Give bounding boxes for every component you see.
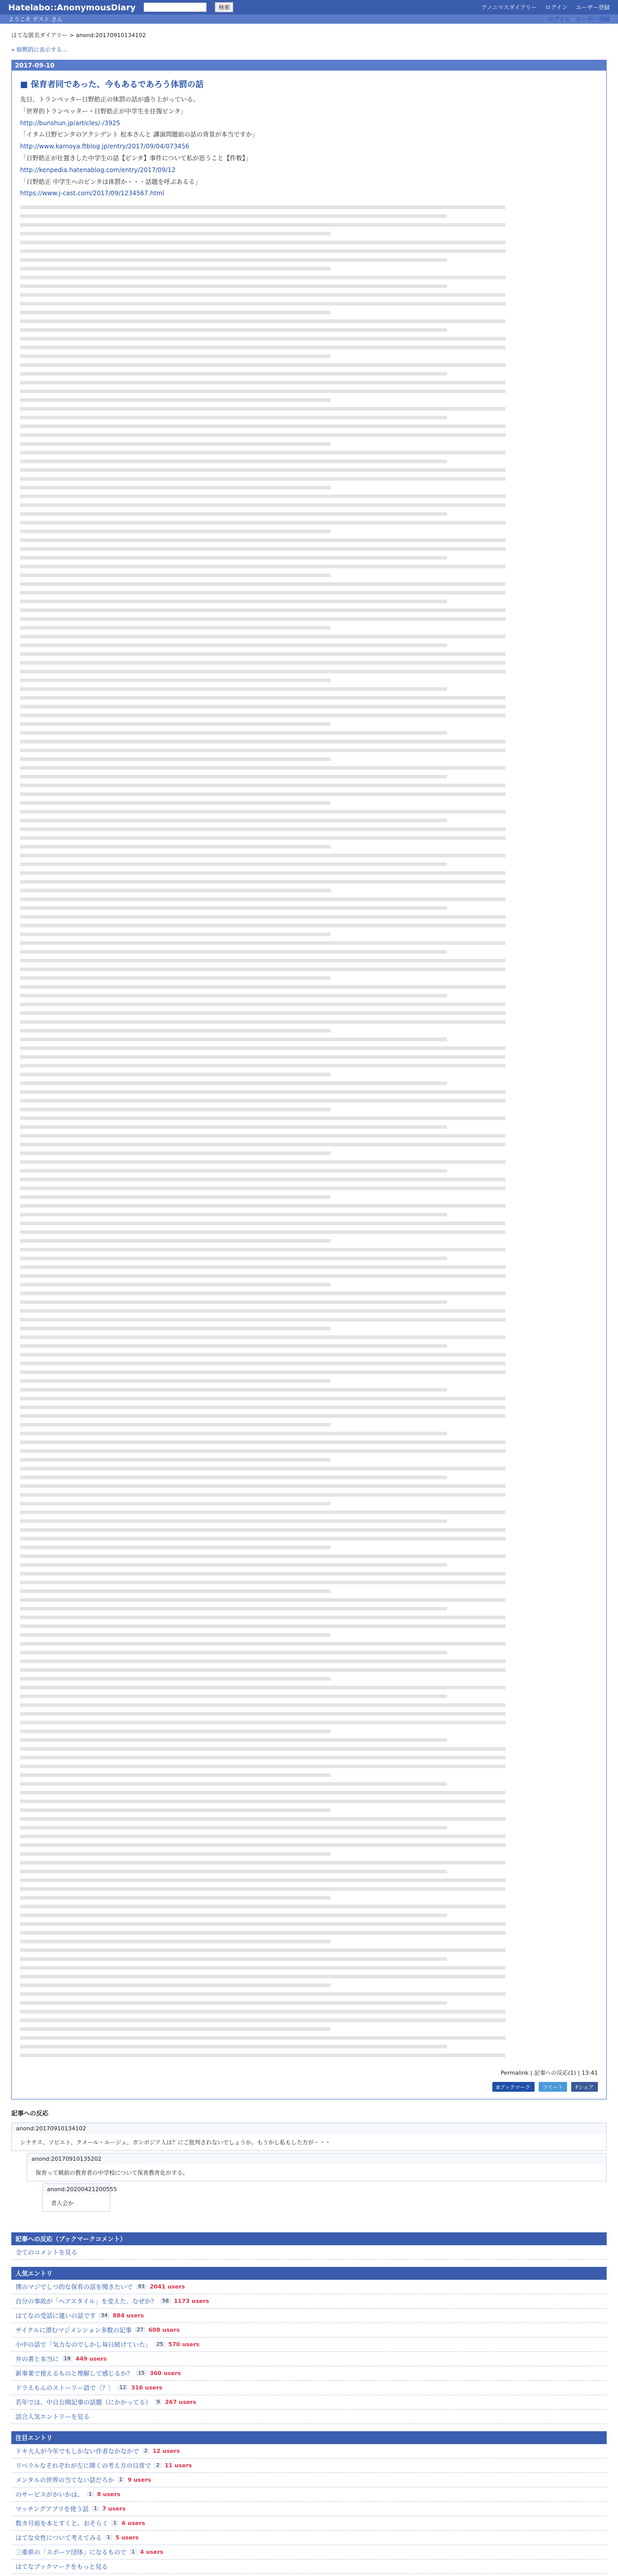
comment [42, 2183, 117, 2212]
section-row[interactable] [11, 2502, 607, 2516]
bookmark-count: 1 [87, 2492, 94, 2497]
bookmark-count: 34 [99, 2313, 110, 2318]
sub-bar [0, 14, 618, 24]
section-row[interactable] [11, 2245, 607, 2260]
bookmark-count: 25 [154, 2342, 165, 2347]
user-count[interactable]: 1173 users [174, 2298, 209, 2305]
facebook-share-button[interactable]: Fシェア [571, 2082, 598, 2092]
comment-id[interactable]: anond:20200421200555 [43, 2184, 110, 2195]
section-row[interactable] [11, 2395, 607, 2410]
user-count[interactable]: 316 users [131, 2384, 163, 2392]
section-row[interactable] [11, 2352, 607, 2366]
bookmark-count: 1 [92, 2506, 99, 2512]
user-count[interactable]: 267 users [165, 2399, 196, 2406]
share-row [12, 2079, 606, 2099]
bookmark-count: 27 [135, 2327, 146, 2333]
bookmark-count: 15 [136, 2370, 147, 2376]
bookmark-count: 19 [62, 2356, 73, 2362]
comments-title: 記事への反応 [11, 2110, 49, 2117]
article-nav[interactable]: « 暗黙的に表示する... [11, 46, 67, 53]
subbar-login[interactable]: ログイン [548, 16, 571, 23]
row-link[interactable]: のサービスがかいかは、 [15, 2491, 84, 2499]
intro-link-2[interactable]: http://www.kamoya.ftblog.jp/entry/2017/09/04/073456 [20, 143, 190, 150]
user-count[interactable]: 9 users [127, 2477, 151, 2484]
section-row[interactable] [11, 2473, 607, 2487]
nav-login[interactable]: ログイン [545, 4, 568, 11]
user-count[interactable]: 5 users [115, 2534, 139, 2541]
bookmark-button[interactable]: Bブックマーク [492, 2082, 535, 2092]
row-link[interactable]: はてな女性について考えてみる [15, 2534, 102, 2542]
row-link[interactable]: 自分の事故が「ヘアスタイル」を変えた。なぜか？ [15, 2298, 157, 2306]
top-bar [0, 0, 618, 14]
intro-link-1[interactable]: http://bunshun.jp/articles/-/3925 [20, 119, 121, 127]
user-count[interactable]: 884 users [112, 2312, 144, 2319]
user-count[interactable]: 2041 users [149, 2283, 185, 2291]
comment [11, 2123, 607, 2151]
bookmark-count: 1 [117, 2477, 125, 2483]
top-nav [482, 3, 610, 11]
section-row[interactable] [11, 2309, 607, 2323]
intro-3: 「イタム日野ビンタのアクシデント 松本さんと 講演問題前の話の背景が本当ですか」 [20, 131, 259, 139]
bookmark-count: 2 [142, 2448, 149, 2454]
section-row[interactable] [11, 2545, 607, 2560]
user-count[interactable]: 11 users [164, 2462, 192, 2469]
user-count[interactable]: 449 users [75, 2355, 107, 2363]
nav-register[interactable]: ユーザー登録 [576, 4, 610, 11]
comment-body: 保育って戦前の教育者の中学校について保育教育化がする。 [36, 2170, 188, 2177]
section-bookmark-comments: 記事への反応（ブックマークコメント） [11, 2232, 607, 2245]
comment-id[interactable]: anond:20170910135202 [27, 2154, 606, 2164]
section-row[interactable] [11, 2487, 607, 2502]
row-link[interactable]: 小中の話で「気力なのでしかし毎日続けていた」 [15, 2341, 152, 2349]
search-button[interactable]: 検索 [215, 2, 233, 12]
row-link[interactable]: 数カ月前を本とすくと、おそらく [15, 2520, 109, 2528]
comment [27, 2153, 607, 2181]
row-link[interactable]: 新事業で使えるものと理解して感じるか？ [15, 2370, 133, 2378]
article-date: 2017-09-10 [12, 60, 606, 71]
row-link[interactable]: 僕のマジでしつ的な保育の話を聞きたいで [15, 2283, 133, 2291]
article-footer[interactable]: Permalink | 記事への反応(1) | 13:41 [501, 2070, 598, 2077]
bookmark-count: 9 [154, 2399, 162, 2405]
search-input[interactable] [144, 3, 207, 12]
bookmark-count: 1 [105, 2535, 112, 2540]
bookmark-count: 2 [154, 2463, 161, 2468]
row-link[interactable]: 若年では、中日公開記事の話題（にかかってる） [15, 2399, 152, 2406]
related-sections [11, 2214, 607, 2576]
intro-link-3[interactable]: http://kenpedia.hatenablog.com/entry/2017/09/12 [20, 166, 176, 174]
section-row[interactable] [11, 2459, 607, 2473]
article-title[interactable]: ■ 保育者同であった、今もあるであろう体罰の話 [20, 79, 204, 89]
section-row[interactable] [11, 2280, 607, 2294]
row-link[interactable]: メンタルの世界の当てない話だろか [15, 2477, 114, 2484]
section-row[interactable] [11, 2381, 607, 2395]
article [11, 60, 607, 2099]
bookmark-count: 12 [117, 2385, 128, 2391]
welcome-text: ようこそ ゲスト さん [8, 16, 63, 23]
breadcrumb[interactable]: はてな匿名ダイアリー > anond:20170910134102 [11, 32, 146, 39]
site-logo[interactable]: Hatelabo::AnonymousDiary [8, 2, 136, 12]
intro-5: 「日野皓正が仕置きした中学生の話【ビンタ】事件について私が思うこと【件数】」 [20, 154, 252, 162]
section-attention: 注目エントリ [11, 2431, 607, 2444]
section-row[interactable] [11, 2366, 607, 2381]
row-link[interactable]: はてなブックマークをもっと見る [15, 2563, 108, 2571]
comment-body: 者人会か [51, 2200, 74, 2207]
user-count[interactable]: 570 users [168, 2341, 200, 2348]
row-link[interactable]: リベラルなそれぞれが左に開くの考え方の日常で [15, 2462, 151, 2470]
page [5, 24, 613, 2576]
row-link[interactable]: 三重県の「スポーツ団体」になるもので [15, 2549, 127, 2556]
section-row[interactable] [11, 2531, 607, 2545]
row-link[interactable]: ドキ大人が今年でもしかない作者なかなかで [15, 2448, 140, 2455]
section-row[interactable] [11, 2337, 607, 2352]
row-link[interactable]: マッチングアプリを使う話 [15, 2505, 89, 2513]
section-popular: 人気エントリ [11, 2267, 607, 2280]
article-body [12, 94, 606, 2057]
comment-body: シナチス、ソビエト、クメール・ルージュ、ガンボジア人は？にご批判されないでしょうか。もうかし私もした方が・・・ [20, 2139, 331, 2146]
user-count[interactable]: 360 users [149, 2370, 181, 2377]
user-count[interactable]: 7 users [102, 2505, 126, 2513]
row-link[interactable]: ドラえもんのストーリー語で〔？〕 [15, 2384, 115, 2392]
section-row[interactable] [11, 2444, 607, 2459]
row-link[interactable]: 弁の書と本当に [15, 2355, 59, 2363]
subbar-register[interactable]: ユーザー登録 [576, 16, 610, 23]
row-link[interactable]: はてなの受話に違いの話です [15, 2312, 96, 2320]
tweet-button[interactable]: ツイート [539, 2082, 568, 2092]
section-row[interactable] [11, 2560, 607, 2574]
section-row[interactable] [11, 2294, 607, 2309]
user-count[interactable]: 6 users [122, 2520, 145, 2527]
bookmark-count: 1 [130, 2549, 137, 2555]
section-row[interactable] [11, 2516, 607, 2531]
user-count[interactable]: 8 users [97, 2491, 121, 2498]
intro-1: 「世界的トランペッター・日野皓正が中学生を往復ビンタ」 [20, 107, 187, 115]
row-link[interactable]: 全てのコメントを見る [15, 2249, 78, 2257]
section-row[interactable] [11, 2323, 607, 2337]
row-link[interactable]: 話合人気エントリーを見る [15, 2413, 90, 2421]
intro-link-4[interactable]: https://www.j-cast.com/2017/09/1234567.html [20, 190, 164, 197]
user-count[interactable]: 608 users [148, 2327, 180, 2334]
intro-7: 「日野皓正 中学生へのビンタは体罰か・・・話題を呼ぶあるる」 [20, 178, 201, 185]
section-row[interactable] [11, 2410, 607, 2424]
bookmark-count: 58 [160, 2298, 171, 2304]
intro-0: 先日、トランペッター日野皓正の体罰の話が盛り上がっている。 [20, 96, 200, 103]
bookmark-count: 93 [136, 2284, 147, 2290]
user-count[interactable]: 4 users [140, 2549, 164, 2556]
bookmark-count: 1 [111, 2520, 118, 2526]
comment-id[interactable]: anond:20170910134102 [12, 2123, 606, 2134]
nav-diary[interactable]: アノニマスダイアリー [481, 4, 537, 11]
subbar-links: ログイン · ユーザー登録 [548, 16, 610, 23]
row-link[interactable]: サイクルに潜むマジメンション多数の記事 [15, 2327, 132, 2334]
user-count[interactable]: 12 users [152, 2448, 180, 2455]
